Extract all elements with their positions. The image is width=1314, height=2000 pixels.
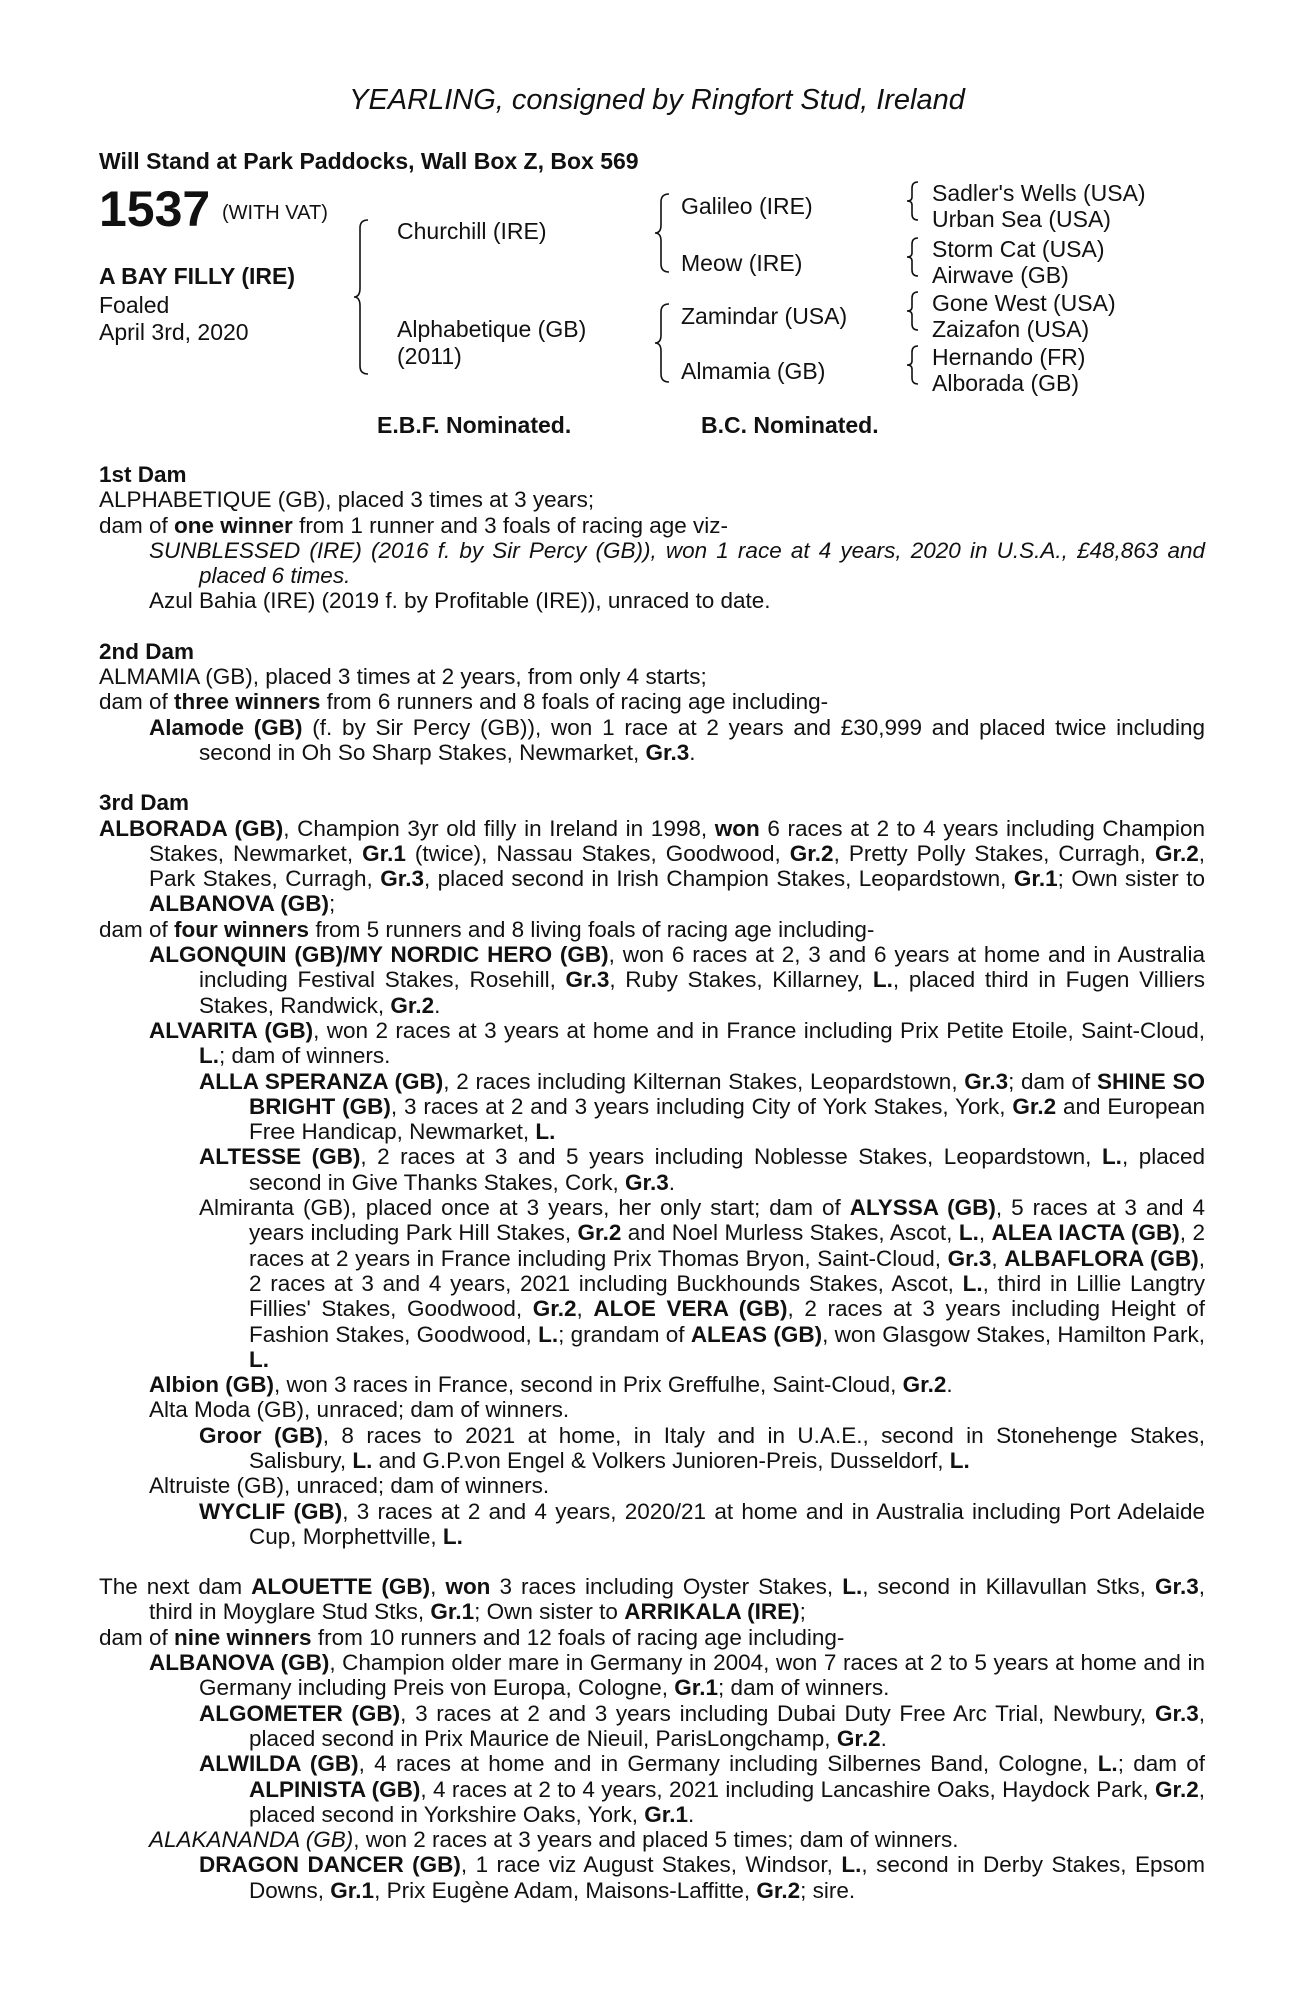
ds-dam: Zaizafon (USA) [932,316,1090,342]
bc-nomination: B.C. Nominated. [701,412,879,438]
foaled-info [99,292,249,346]
ss-sire: Sadler's Wells (USA) [932,180,1146,206]
produce-almiranta: Almiranta (GB), placed once at 3 years, her only start; dam of ALYSSA (GB), 5 races at 3 and 4 years including Park Hill Stakes, Gr.2 and Noel Murless Stakes, Ascot, L., ALEA IACTA (GB), 2 races at 2 years in France including Prix Thomas Bryon, Saint-Cloud, Gr.3, ALBAFLORA (GB), 2 races at 3 and 4 years, 2021 including Buckhounds Stakes, Ascot, L., third in Lillie Langtry Fillies' Stakes, Goodwood, Gr.2, ALOE VERA (GB), 2 races at 3 years including Height of Fashion Stakes, Goodwood, L.; grandam of ALEAS (GB), won Glasgow Stakes, Hamilton Park, L. [199,1195,1206,1372]
pedigree-bracket-sd [908,236,924,280]
second-dam-line: ALMAMIA (GB), placed 3 times at 2 years, from only 4 starts; [99,664,707,690]
pedigree-bracket-ds [908,290,924,334]
stand-location: Will Stand at Park Paddocks, Wall Box Z, Box 569 [99,148,639,174]
produce-alakananda: ALAKANANDA (GB), won 2 races at 3 years and placed 5 times; dam of winners. [149,1827,959,1853]
first-dam-foal-1: SUNBLESSED (IRE) (2016 f. by Sir Percy (GB)), won 1 race at 4 years, 2020 in U.S.A., £48,863 and placed 6 times. [149,537,1205,589]
sd-sire: Storm Cat (USA) [932,236,1105,262]
pedigree-bracket-ss [908,180,924,224]
ds-sire: Gone West (USA) [932,290,1116,316]
next-dam-record: The next dam ALOUETTE (GB), won 3 races including Oyster Stakes, L., second in Killavullan Stks, Gr.3, third in Moyglare Stud Stks, Gr.1; Own sister to ARRIKALA (IRE); [99,1574,1206,1625]
dd-sire: Hernando (FR) [932,344,1086,370]
next-dam-section [99,1574,1205,1903]
lot-number: 1537 [99,181,211,237]
third-dam-section [99,790,1205,1549]
produce-alta-moda: Alta Moda (GB), unraced; dam of winners. [149,1397,570,1423]
consignment-header: YEARLING, consigned by Ringfort Stud, Ireland [349,84,965,116]
first-dam-line: ALPHABETIQUE (GB), placed 3 times at 3 years; [99,487,595,513]
second-dam-heading: 2nd Dam [99,638,195,664]
produce-alvarita: ALVARITA (GB), won 2 races at 3 years at home and in France including Prix Petite Etoile, Saint-Cloud, L.; dam of winners. [149,1017,1206,1069]
produce-altruiste: Altruiste (GB), unraced; dam of winners. [149,1473,550,1499]
first-dam-heading: 1st Dam [99,462,187,487]
produce-algonquin: ALGONQUIN (GB)/MY NORDIC HERO (GB), won 6 races at 2, 3 and 6 years at home and in Australia including Festival Stakes, Rosehill, Gr.3, Ruby Stakes, Killarney, L., placed third in Fugen Villiers Stakes, Randwick, Gr.2. [149,942,1205,1018]
pedigree-bracket-dam [657,302,677,386]
sire-sire: Galileo (IRE) [681,193,813,219]
dam-dam: Almamia (GB) [681,358,826,384]
pedigree-bracket-main [356,218,376,376]
second-dam-section [99,639,1205,765]
second-dam-foal-1: Alamode (GB) (f. by Sir Percy (GB)), won 1 race at 2 years and £30,999 and placed twice including second in Oh So Sharp Stakes, Newmarket, Gr.3. [149,714,1205,765]
produce-algometer: ALGOMETER (GB), 3 races at 2 and 3 years including Dubai Duty Free Arc Trial, Newbury, Gr.3, placed second in Prix Maurice de Nieuil, ParisLongchamp, Gr.2. [199,1700,1206,1751]
dd-dam: Alborada (GB) [932,370,1080,396]
produce-wyclif: WYCLIF (GB), 3 races at 2 and 4 years, 2020/21 at home and in Australia including Port Adelaide Cup, Morphettville, L. [199,1498,1205,1549]
ebf-nomination: E.B.F. Nominated. [377,412,572,438]
dam-year: (2011) [397,343,462,369]
foaled-date: April 3rd, 2020 [99,319,249,345]
foaled-label: Foaled [99,292,170,318]
pedigree-bracket-sire [657,192,677,276]
next-dam-produce-summary: dam of nine winners from 10 runners and 12 foals of racing age including- [99,1624,845,1650]
produce-altesse: ALTESSE (GB), 2 races at 3 and 5 years including Noblesse Stakes, Leopardstown, L., placed second in Give Thanks Stakes, Cork, Gr.3. [199,1144,1206,1195]
first-dam-foal-2: Azul Bahia (IRE) (2019 f. by Profitable (IRE)), unraced to date. [149,588,771,614]
sire-dam: Meow (IRE) [681,250,803,276]
vat-label: (WITH VAT) [222,202,328,224]
produce-albion: Albion (GB), won 3 races in France, second in Prix Greffulhe, Saint-Cloud, Gr.2. [149,1372,953,1398]
pedigree-bracket-dd [908,344,924,388]
first-dam-section [99,462,1205,614]
dam-name: Alphabetique (GB) [397,316,587,342]
sd-dam: Airwave (GB) [932,262,1069,288]
ss-dam: Urban Sea (USA) [932,206,1111,232]
third-dam-heading: 3rd Dam [99,790,190,816]
produce-alla-speranza: ALLA SPERANZA (GB), 2 races including Kilternan Stakes, Leopardstown, Gr.3; dam of SHINE SO BRIGHT (GB), 3 races at 2 and 3 years including City of York Stakes, York, Gr.2 and European Free Handicap, Newmarket, L. [199,1068,1206,1145]
first-dam-produce-summary: dam of one winner from 1 runner and 3 foals of racing age viz- [99,512,729,538]
sire: Churchill (IRE) [397,218,547,244]
second-dam-produce-summary: dam of three winners from 6 runners and 8 foals of racing age including- [99,689,829,715]
produce-alwilda: ALWILDA (GB), 4 races at home and in Germany including Silbernes Band, Cologne, L.; dam of ALPINISTA (GB), 4 races at 2 to 4 years, 2021 including Lancashire Oaks, Haydock Park, Gr.2, placed second in Yorkshire Oaks, York, Gr.1. [199,1751,1205,1827]
dam-line-text [99,462,1205,1903]
produce-groor: Groor (GB), 8 races to 2021 at home, in Italy and in U.A.E., second in Stonehenge Stakes, Salisbury, L. and G.P.von Engel & Volkers Junioren-Preis, Dusseldorf, L. [199,1422,1205,1473]
horse-name: A BAY FILLY (IRE) [99,263,295,289]
third-dam-record: ALBORADA (GB), Champion 3yr old filly in Ireland in 1998, won 6 races at 2 to 4 years including Champion Stakes, Newmarket, Gr.1 (twice), Nassau Stakes, Goodwood, Gr.2, Pretty Polly Stakes, Curragh, Gr.2, Park Stakes, Curragh, Gr.3, placed second in Irish Champion Stakes, Leopardstown, Gr.1; Own sister to ALBANOVA (GB); [99,815,1206,917]
produce-dragon-dancer: DRAGON DANCER (GB), 1 race viz August Stakes, Windsor, L., second in Derby Stakes, Epsom Downs, Gr.1, Prix Eugène Adam, Maisons-Laffitte, Gr.2; sire. [199,1852,1205,1903]
third-dam-produce-summary: dam of four winners from 5 runners and 8 living foals of racing age including- [99,916,875,942]
dam-sire: Zamindar (USA) [681,303,848,329]
produce-albanova: ALBANOVA (GB), Champion older mare in Germany in 2004, won 7 races at 2 to 5 years at home and in Germany including Preis von Europa, Cologne, Gr.1; dam of winners. [149,1650,1206,1701]
